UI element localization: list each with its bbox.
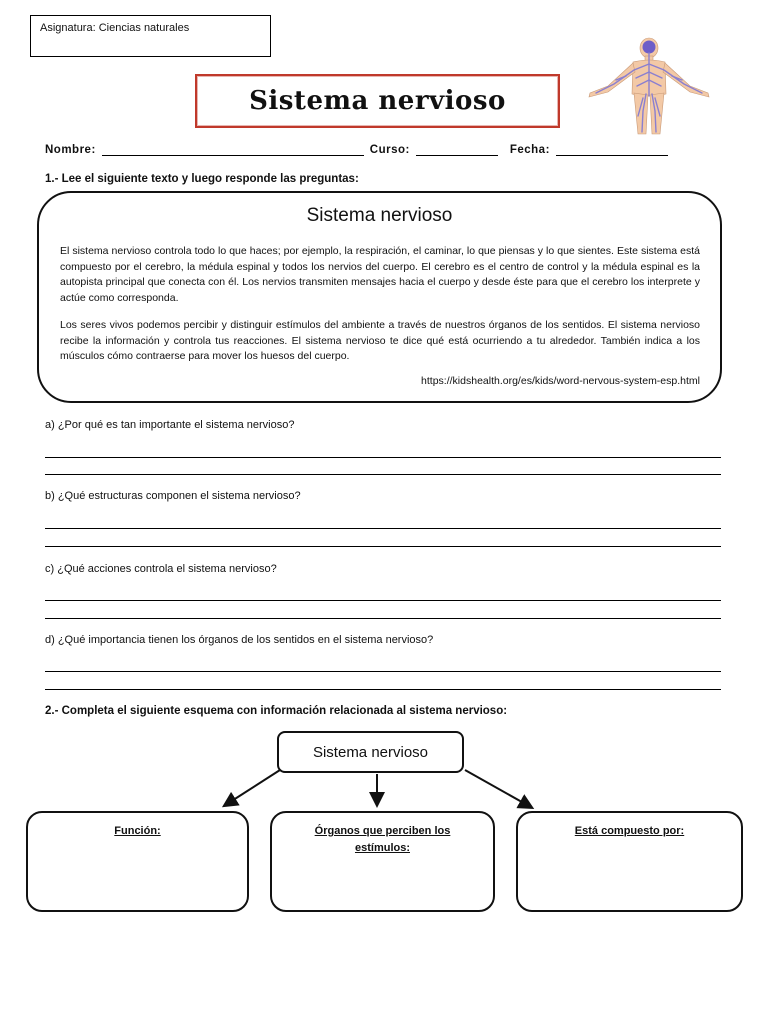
reading-paragraph-1: El sistema nervioso controla todo lo que haces; por ejemplo, la respiración, el caminar, lo que piensas y lo que sientes. Este sistema está compuesto por el cerebro, la médula espinal y todos los nervios del cuerpo. El cerebro es el centro de control y la médula espinal es la autopista principal que conecta con él. Los nervios transmiten mensajes hacia el cuerpo y desde éste para que el cerebro los interprete y actúe como corresponda. [60, 245, 700, 304]
date-blank[interactable] [556, 143, 668, 156]
concept-box-function[interactable] [26, 811, 249, 912]
answer-line[interactable] [45, 671, 721, 672]
reading-source: https://kidshealth.org/es/kids/word-nervous-system-esp.html [421, 375, 700, 387]
nervous-system-body-icon [586, 36, 712, 136]
subject-label: Asignatura: Ciencias naturales [40, 22, 190, 34]
question-c: c) ¿Qué acciones controla el sistema nervioso? [45, 563, 277, 575]
concept-box-label: Está compuesto por: [574, 825, 685, 837]
course-blank[interactable] [416, 143, 498, 156]
question-d: d) ¿Qué importancia tienen los órganos de los sentidos en el sistema nervioso? [45, 634, 434, 646]
course-label: Curso: [369, 144, 410, 156]
subject-box [30, 15, 271, 57]
concept-box-sense-organs[interactable] [270, 811, 495, 912]
concept-box-label: Órganos que perciben los estímulos: [314, 825, 451, 854]
section1-instruction: 1.- Lee el siguiente texto y luego responde las preguntas: [45, 173, 359, 185]
page-title: Sistema nervioso [195, 74, 560, 128]
student-info-line [45, 143, 668, 156]
question-a: a) ¿Por qué es tan importante el sistema nervioso? [45, 419, 295, 431]
section2-instruction: 2.- Completa el siguiente esquema con información relacionada al sistema nervioso: [45, 705, 508, 717]
name-blank[interactable] [102, 143, 364, 156]
reading-title: Sistema nervioso [306, 205, 453, 226]
concept-map-root: Sistema nervioso [277, 731, 464, 773]
answer-line[interactable] [45, 689, 721, 690]
concept-box-label: Función: [114, 825, 161, 837]
date-label: Fecha: [509, 144, 550, 156]
answer-line[interactable] [45, 546, 721, 547]
answer-line[interactable] [45, 528, 721, 529]
answer-line[interactable] [45, 600, 721, 601]
answer-line[interactable] [45, 474, 721, 475]
name-label: Nombre: [45, 144, 96, 156]
answer-line[interactable] [45, 618, 721, 619]
question-b: b) ¿Qué estructuras componen el sistema nervioso? [45, 490, 301, 502]
answer-line[interactable] [45, 457, 721, 458]
reading-paragraph-2: Los seres vivos podemos percibir y distinguir estímulos del ambiente a través de nuestros órganos de los sentidos. El sistema nervioso recibe la información y controla tus reacciones. El sistema nervioso te dice qué está ocurriendo a tu alrededor. También indica a los músculos cómo contraerse para mover los huesos del cuerpo. [60, 319, 700, 362]
concept-box-composition[interactable] [516, 811, 743, 912]
